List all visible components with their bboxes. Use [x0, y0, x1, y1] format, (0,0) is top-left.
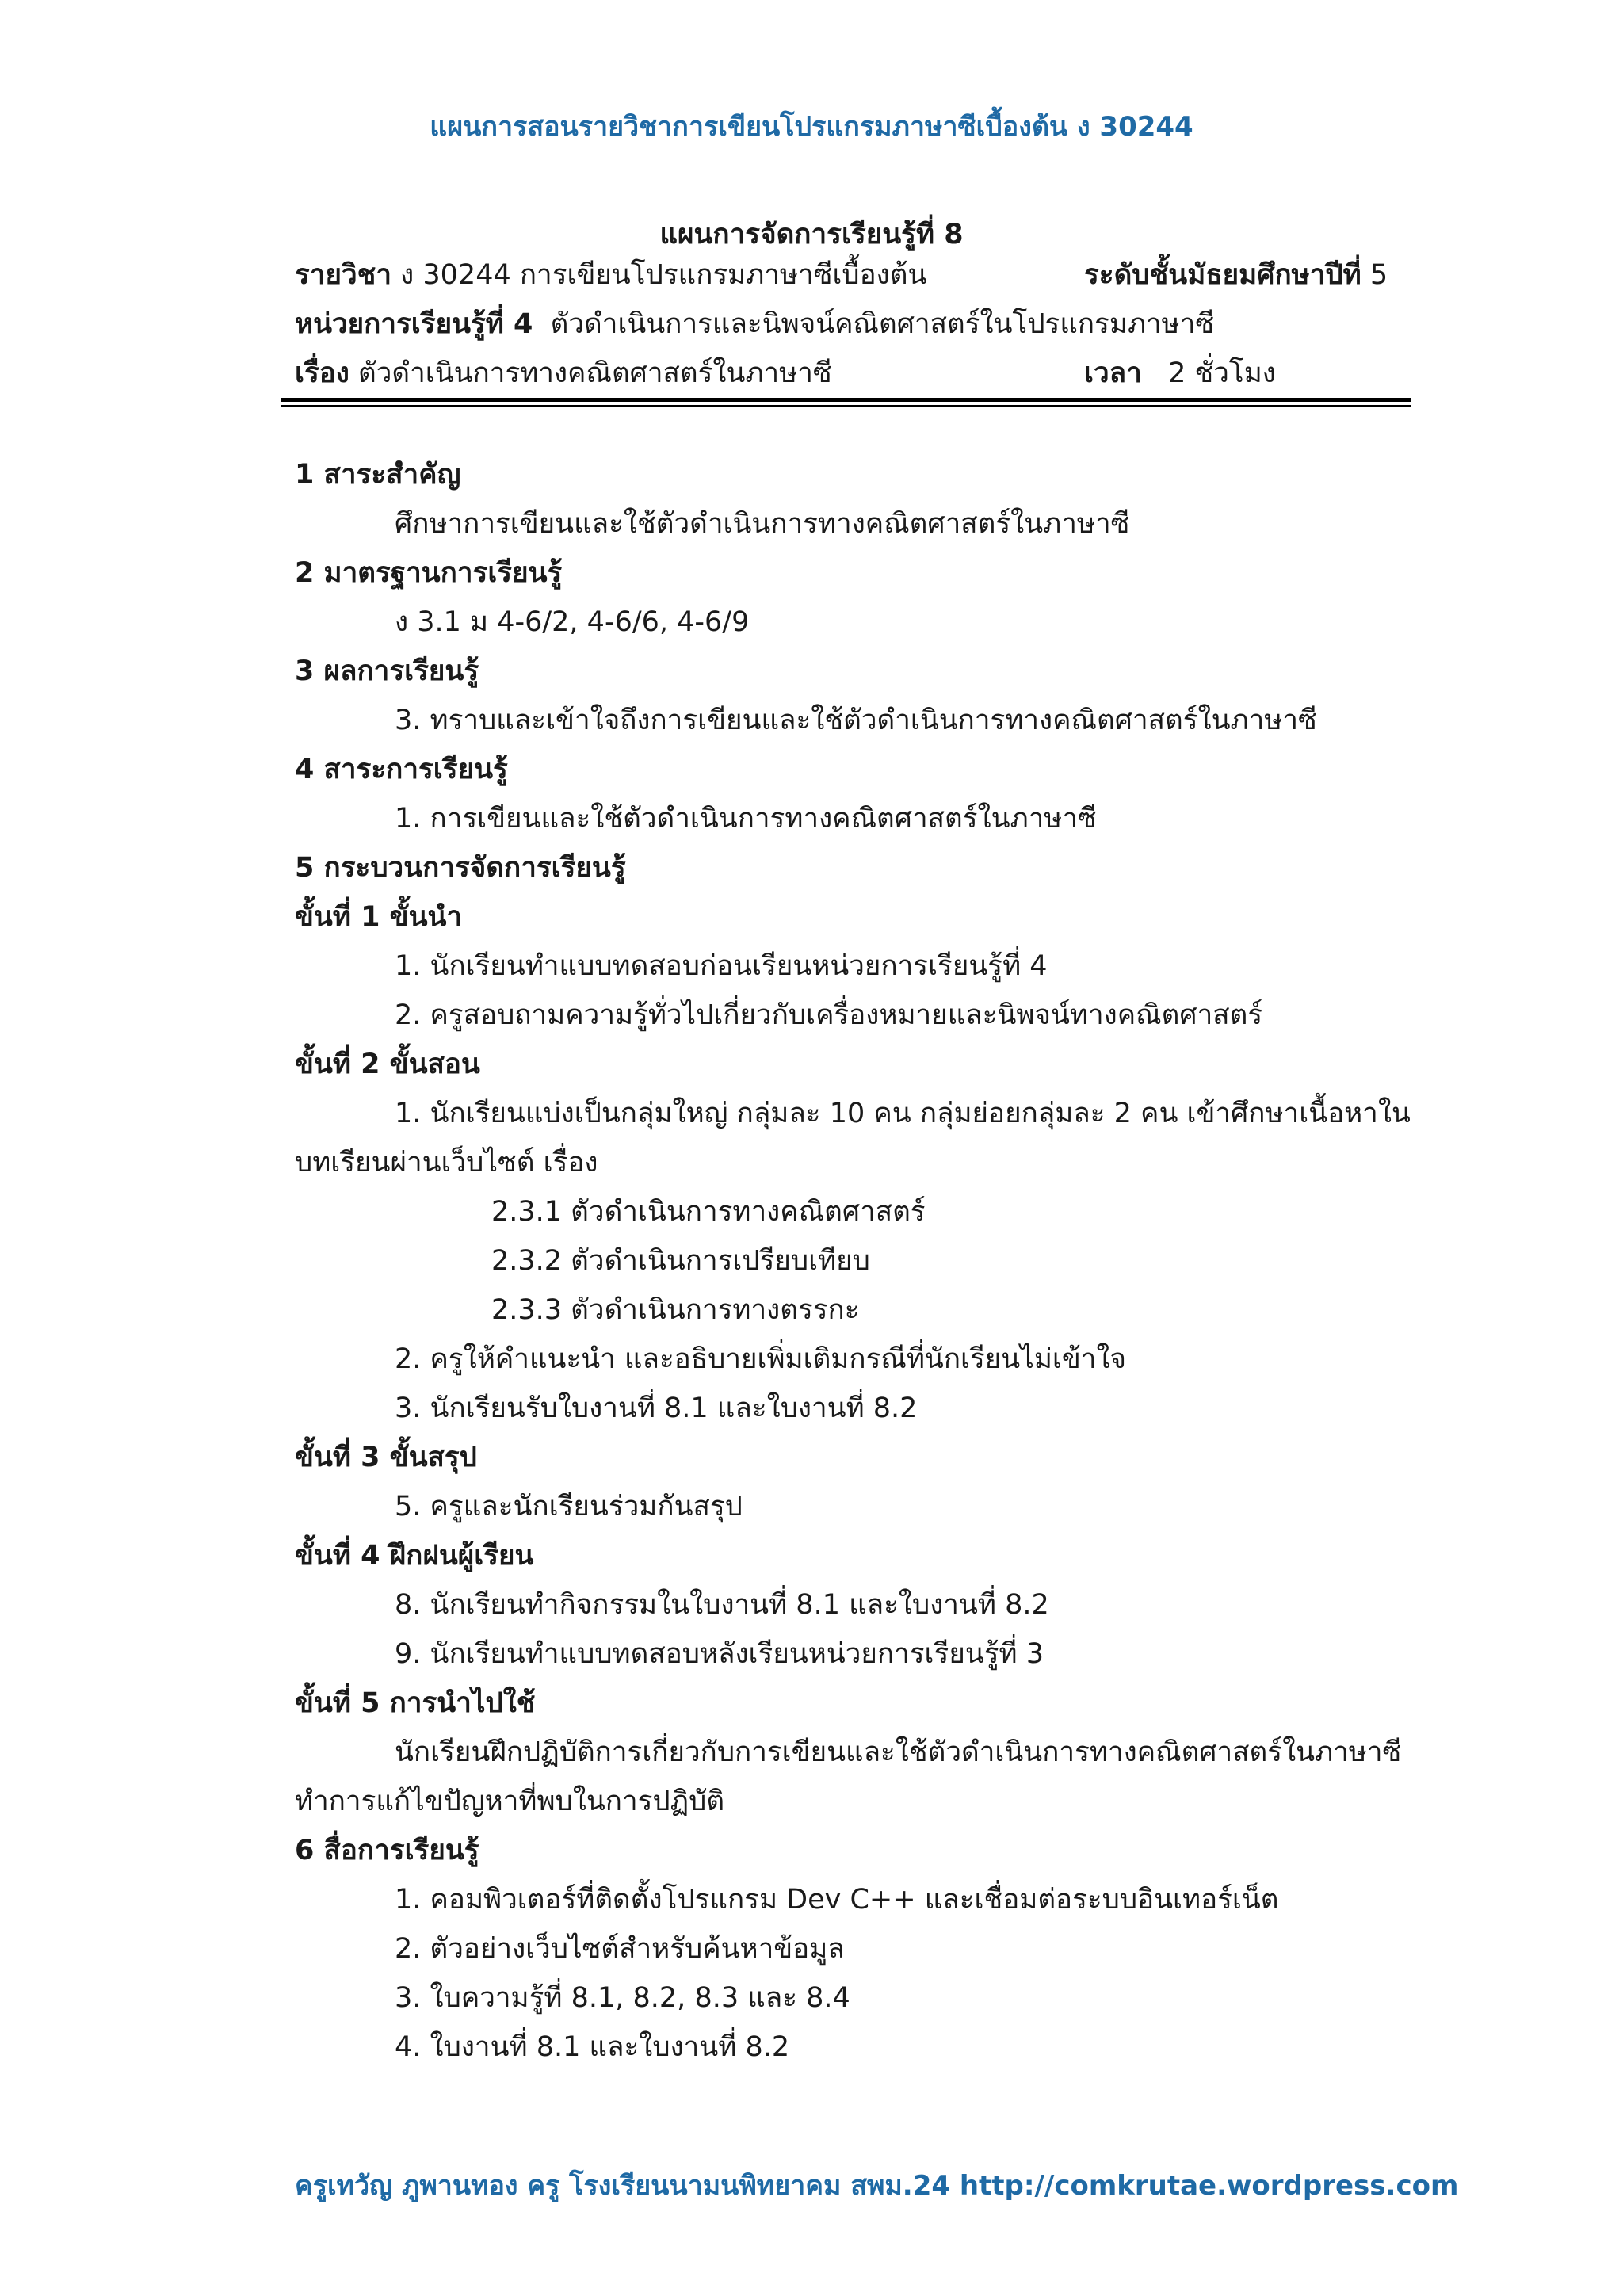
step-5-title: ขั้นที่ 5 การนำไปใช้ [295, 1687, 536, 1719]
topic-line [295, 357, 832, 389]
step-1-item: 1. นักเรียนทำแบบทดสอบก่อนเรียนหน่วยการเรียนรู้ที่ 4 [395, 950, 1048, 982]
time-value: 2 ชั่วโมง [1168, 357, 1276, 389]
section-3-heading: 3 ผลการเรียนรู้ [295, 655, 479, 687]
unit-line [295, 308, 1215, 340]
topic-value: ตัวดำเนินการทางคณิตศาสตร์ในภาษาซี [358, 357, 832, 389]
step-2-subitem: 2.3.2 ตัวดำเนินการเปรียบเทียบ [491, 1245, 870, 1277]
subject-line [295, 259, 927, 291]
page-footer: ครูเทวัญ ภูพานทอง ครู โรงเรียนนามนพิทยาคม สพม.24 http://comkrutae.wordpress.com [295, 2170, 1459, 2202]
step-4-item: 8. นักเรียนทำกิจกรรมในใบงานที่ 8.1 และใบงานที่ 8.2 [395, 1589, 1049, 1621]
section-4-text: 1. การเขียนและใช้ตัวดำเนินการทางคณิตศาสตร์ในภาษาซี [395, 803, 1097, 835]
step-3-item: 5. ครูและนักเรียนร่วมกันสรุป [395, 1491, 743, 1522]
page-header: แผนการสอนรายวิชาการเขียนโปรแกรมภาษาซีเบื้องต้น ง 30244 [430, 111, 1193, 143]
section-2-heading: 2 มาตรฐานการเรียนรู้ [295, 557, 563, 589]
step-4-item: 9. นักเรียนทำแบบทดสอบหลังเรียนหน่วยการเรียนรู้ที่ 3 [395, 1638, 1044, 1670]
media-item: 3. ใบความรู้ที่ 8.1, 8.2, 8.3 และ 8.4 [395, 1982, 850, 2014]
step-1-item: 2. ครูสอบถามความรู้ทั่วไปเกี่ยวกับเครื่องหมายและนิพจน์ทางคณิตศาสตร์ [395, 999, 1263, 1031]
step-5-text-1: นักเรียนฝึกปฏิบัติการเกี่ยวกับการเขียนและใช้ตัวดำเนินการทางคณิตศาสตร์ในภาษาซี [395, 1736, 1402, 1768]
step-2-title: ขั้นที่ 2 ขั้นสอน [295, 1049, 480, 1080]
double-rule-thin [281, 405, 1411, 407]
subject-value: ง 30244 การเขียนโปรแกรมภาษาซีเบื้องต้น [400, 259, 927, 291]
level-line [1084, 259, 1388, 291]
section-3-text: 3. ทราบและเข้าใจถึงการเขียนและใช้ตัวดำเนินการทางคณิตศาสตร์ในภาษาซี [395, 705, 1317, 736]
section-6-heading: 6 สื่อการเรียนรู้ [295, 1835, 479, 1866]
time-label: เวลา [1084, 357, 1142, 389]
step-5-text-2: ทำการแก้ไขปัญหาที่พบในการปฏิบัติ [295, 1786, 725, 1817]
section-4-heading: 4 สาระการเรียนรู้ [295, 754, 508, 785]
step-2-subitem: 2.3.1 ตัวดำเนินการทางคณิตศาสตร์ [491, 1196, 926, 1228]
section-5-heading: 5 กระบวนการจัดการเรียนรู้ [295, 852, 626, 884]
step-2-item-2: 2. ครูให้คำแนะนำ และอธิบายเพิ่มเติมกรณีที่นักเรียนไม่เข้าใจ [395, 1343, 1127, 1375]
section-1-heading: 1 สาระสำคัญ [295, 459, 461, 491]
topic-label: เรื่อง [295, 357, 349, 389]
media-item: 1. คอมพิวเตอร์ที่ติดตั้งโปรแกรม Dev C++ และเชื่อมต่อระบบอินเทอร์เน็ต [395, 1884, 1279, 1916]
media-item: 4. ใบงานที่ 8.1 และใบงานที่ 8.2 [395, 2031, 790, 2063]
double-rule-thick [281, 398, 1411, 402]
time-line [1084, 357, 1276, 389]
level-value: 5 [1369, 259, 1388, 291]
unit-label: หน่วยการเรียนรู้ที่ 4 [295, 308, 533, 340]
media-item: 2. ตัวอย่างเว็บไซต์สำหรับค้นหาข้อมูล [395, 1933, 845, 1965]
section-2-text: ง 3.1 ม 4-6/2, 4-6/6, 4-6/9 [395, 606, 750, 638]
step-2-item-3: 3. นักเรียนรับใบงานที่ 8.1 และใบงานที่ 8.2 [395, 1392, 918, 1424]
level-label: ระดับชั้นมัธยมศึกษาปีที่ [1084, 259, 1361, 291]
subject-label: รายวิชา [295, 259, 392, 291]
step-4-title: ขั้นที่ 4 ฝึกฝนผู้เรียน [295, 1540, 534, 1572]
plan-title: แผนการจัดการเรียนรู้ที่ 8 [659, 219, 964, 250]
section-1-text: ศึกษาการเขียนและใช้ตัวดำเนินการทางคณิตศาสตร์ในภาษาซี [395, 508, 1130, 540]
step-3-title: ขั้นที่ 3 ขั้นสรุป [295, 1442, 477, 1473]
unit-value: ตัวดำเนินการและนิพจน์คณิตศาสตร์ในโปรแกรมภาษาซี [550, 308, 1215, 340]
step-2-item-1a: 1. นักเรียนแบ่งเป็นกลุ่มใหญ่ กลุ่มละ 10 คน กลุ่มย่อยกลุ่มละ 2 คน เข้าศึกษาเนื้อหาใน [395, 1098, 1411, 1129]
step-2-item-1b: บทเรียนผ่านเว็บไซต์ เรื่อง [295, 1147, 598, 1179]
step-2-subitem: 2.3.3 ตัวดำเนินการทางตรรกะ [491, 1294, 860, 1326]
step-1-title: ขั้นที่ 1 ขั้นนำ [295, 901, 463, 933]
